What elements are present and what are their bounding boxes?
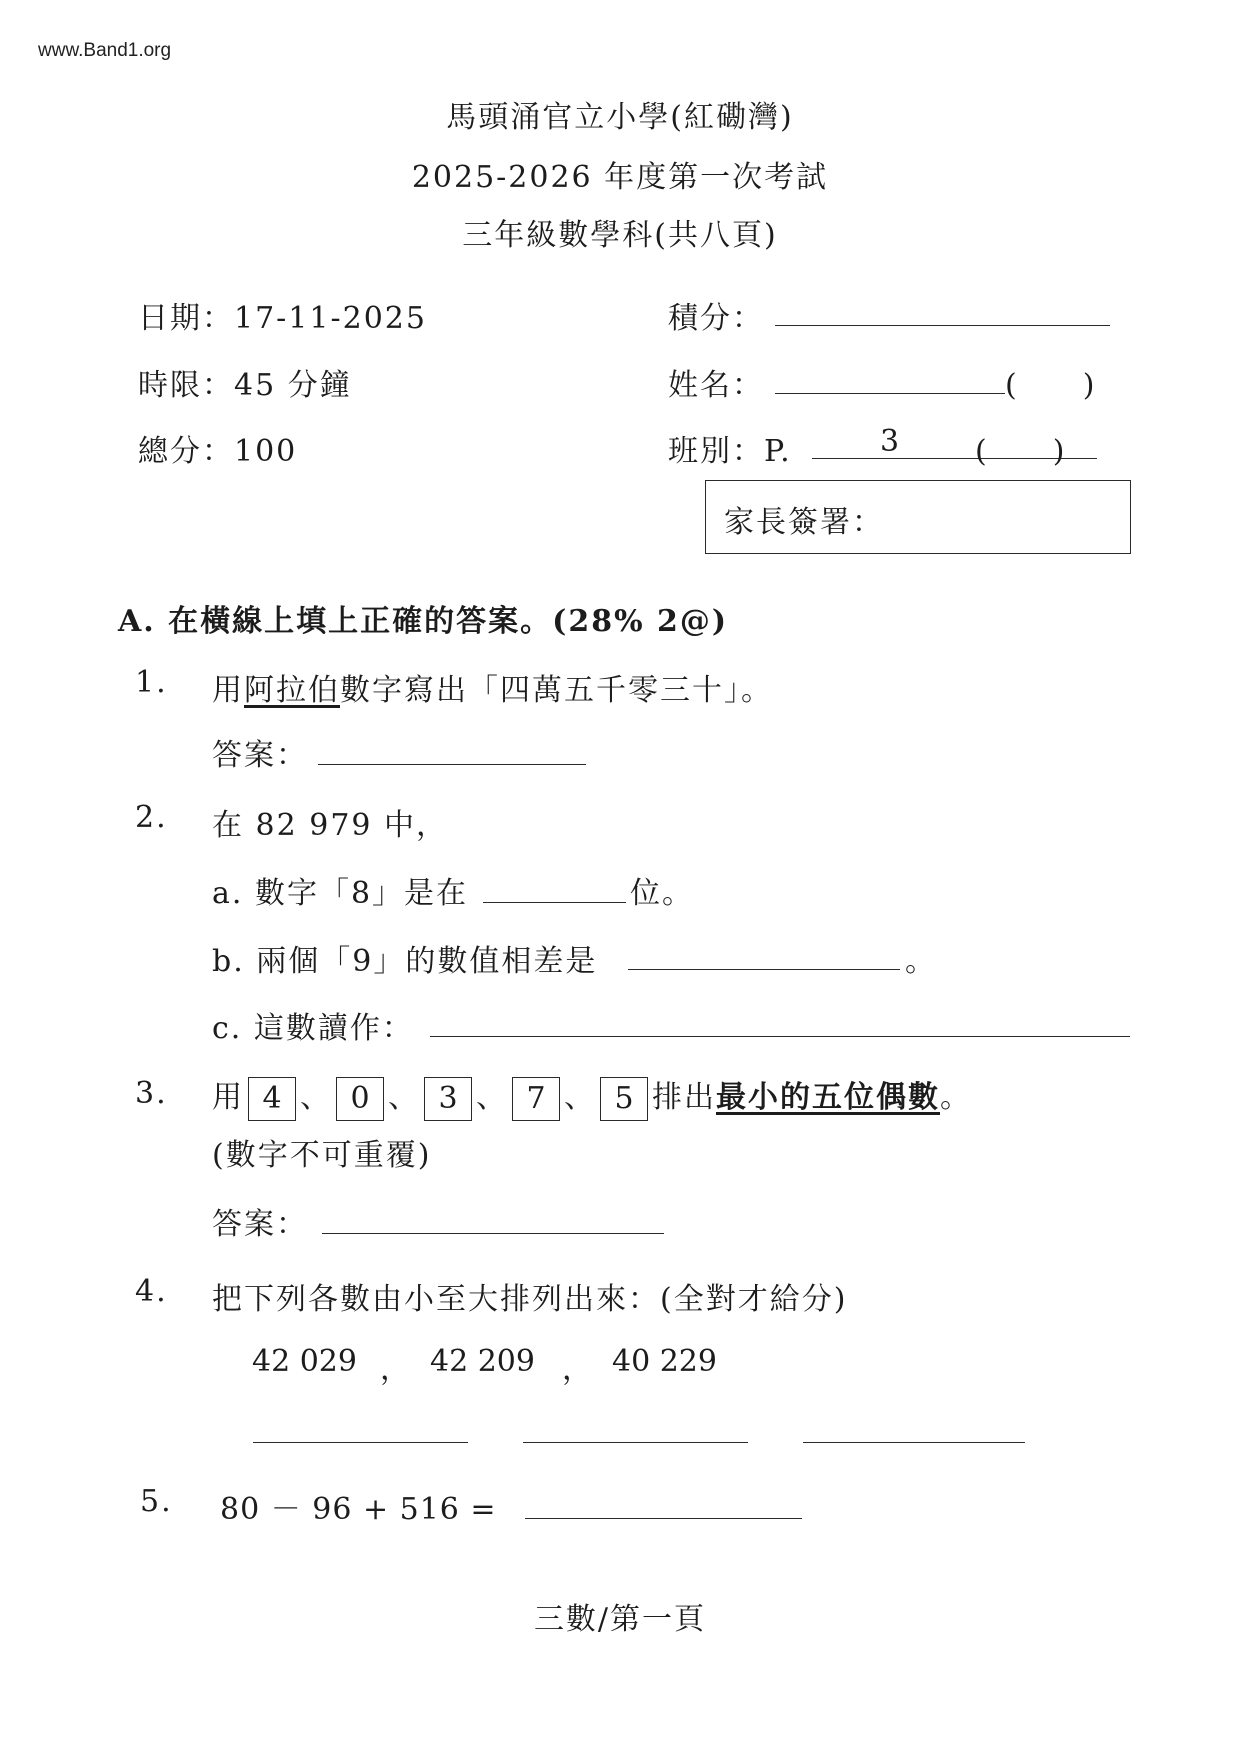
total-marks-info: 總分：100 — [138, 434, 298, 469]
digit-box: 0 — [336, 1077, 384, 1121]
q3-answer-label: 答案： — [212, 1207, 308, 1242]
q1-answer-blank[interactable] — [318, 764, 586, 765]
page-footer: 三數/第一頁 — [533, 1602, 707, 1637]
q5-number: 5. — [140, 1484, 173, 1519]
duration-info: 時限：45 分鐘 — [138, 368, 352, 403]
q2a-suffix: 位。 — [630, 876, 694, 911]
date-info: 日期：17-11-2025 — [138, 301, 427, 336]
q4-comma-1: ， — [380, 1352, 410, 1387]
exam-title: 2025-2026 年度第一次考試 — [411, 160, 829, 195]
q3-text: 用 4 、 0 、 3 、 7 、 5 排出最小的五位偶數。 — [212, 1072, 972, 1121]
score-label: 積分： — [668, 301, 764, 336]
section-a-heading: A. 在橫線上填上正確的答案。(28% 2@) — [118, 604, 729, 639]
q1-text: 用阿拉伯數字寫出「四萬五千零三十」。 — [212, 673, 773, 708]
q4-comma-2: ， — [562, 1352, 592, 1387]
q2b-text: b. 兩個「9」的數值相差是 — [212, 944, 598, 979]
q2b-answer-blank[interactable] — [628, 969, 900, 970]
q1-number: 1. — [135, 665, 168, 700]
digit-box: 7 — [512, 1077, 560, 1121]
subject-title: 三年級數學科(共八頁) — [462, 218, 778, 253]
q5-expression: 80 － 96 + 516 = — [220, 1492, 497, 1527]
q4-answer-blank-2[interactable] — [523, 1442, 748, 1443]
class-label: 班別：P. — [668, 434, 792, 469]
q2a-text: a. 數字「8」是在 — [212, 876, 469, 911]
q1-underlined-word: 阿拉伯 — [244, 673, 340, 708]
q2b-suffix: 。 — [905, 944, 937, 979]
q3-note: (數字不可重覆) — [212, 1138, 432, 1173]
class-number-paren: ( ) — [975, 434, 1067, 469]
q4-number-3: 40 229 — [612, 1344, 717, 1379]
digit-box: 4 — [248, 1077, 296, 1121]
name-number-paren: ( ) — [1005, 368, 1097, 403]
q3-answer-blank[interactable] — [322, 1233, 664, 1234]
school-name: 馬頭涌官立小學(紅磡灣) — [446, 100, 794, 135]
q1-answer-label: 答案： — [212, 738, 308, 773]
q2-stem: 在 82 979 中， — [212, 808, 449, 843]
parent-signature-box[interactable] — [705, 480, 1131, 554]
score-blank[interactable] — [775, 325, 1110, 326]
name-label: 姓名： — [668, 368, 764, 403]
q3-number: 3. — [135, 1076, 168, 1111]
q3-emphasis: 最小的五位偶數 — [716, 1080, 940, 1115]
parent-signature-label: 家長簽署： — [724, 505, 884, 540]
q4-answer-blank-3[interactable] — [803, 1442, 1025, 1443]
q2-number: 2. — [135, 800, 168, 835]
q4-number-1: 42 029 — [252, 1344, 357, 1379]
digit-box: 3 — [424, 1077, 472, 1121]
q4-answer-blank-1[interactable] — [253, 1442, 468, 1443]
q4-number: 4. — [135, 1274, 168, 1309]
q4-stem: 把下列各數由小至大排列出來：(全對才給分) — [212, 1282, 848, 1317]
q2c-text: c. 這數讀作： — [212, 1011, 414, 1046]
q5-answer-blank[interactable] — [525, 1518, 802, 1519]
q2c-answer-blank[interactable] — [430, 1036, 1130, 1037]
q4-number-2: 42 209 — [430, 1344, 535, 1379]
name-blank[interactable] — [775, 393, 1005, 394]
watermark-text: www.Band1.org — [38, 40, 172, 61]
class-value: 3 — [880, 424, 902, 459]
digit-box: 5 — [600, 1077, 648, 1121]
q2a-answer-blank[interactable] — [483, 902, 626, 903]
